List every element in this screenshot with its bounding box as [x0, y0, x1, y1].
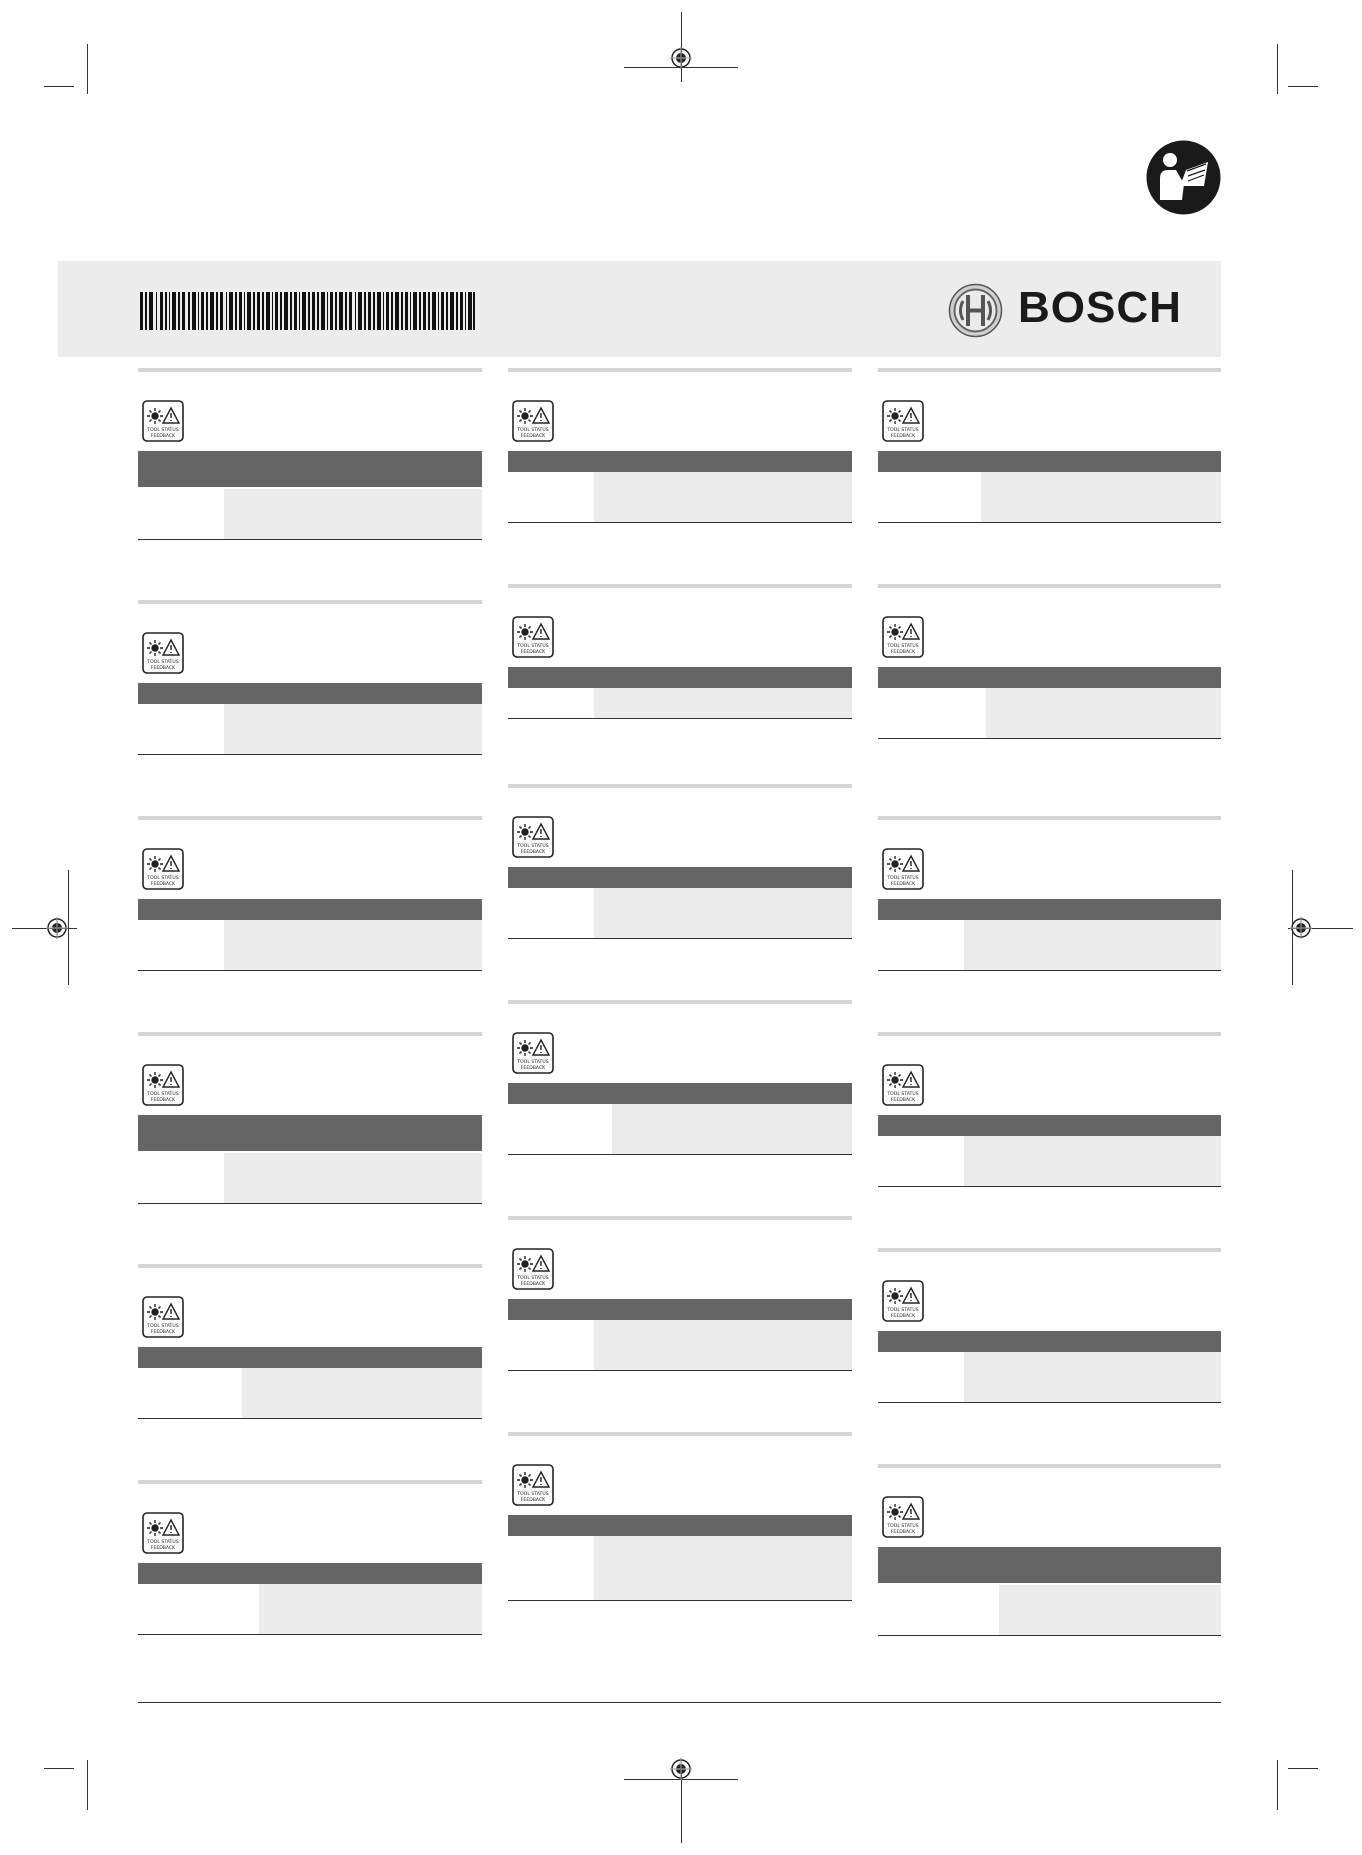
block-bottom-rule	[508, 1600, 852, 1601]
table-cell	[242, 1368, 482, 1418]
registration-mark-icon	[1290, 917, 1312, 939]
block-top-rule	[878, 1248, 1221, 1252]
svg-text:TOOL STATUS: TOOL STATUS	[147, 1540, 179, 1545]
block-bottom-rule	[138, 754, 482, 755]
crop-mark	[68, 870, 69, 985]
status-feedback-block	[508, 1000, 852, 1156]
svg-text:TOOL STATUS: TOOL STATUS	[517, 644, 549, 649]
block-top-rule	[878, 1464, 1221, 1468]
block-bottom-rule	[508, 938, 852, 939]
table-header-bar	[508, 867, 852, 888]
table-header-bar	[508, 1299, 852, 1320]
status-feedback-block	[508, 584, 852, 720]
table-cell	[999, 1585, 1221, 1635]
block-bottom-rule	[878, 522, 1221, 523]
svg-text:FEEDBACK: FEEDBACK	[520, 434, 546, 439]
svg-text:FEEDBACK: FEEDBACK	[890, 1314, 916, 1319]
svg-text:TOOL STATUS: TOOL STATUS	[147, 428, 179, 433]
block-bottom-rule	[878, 1635, 1221, 1636]
registration-mark-icon	[46, 917, 68, 939]
tool-status-feedback-icon	[512, 1248, 554, 1290]
table-header-bar	[508, 667, 852, 688]
status-feedback-block	[138, 600, 482, 756]
block-bottom-rule	[138, 1634, 482, 1635]
svg-text:FEEDBACK: FEEDBACK	[150, 1546, 176, 1551]
crop-mark	[1288, 1768, 1318, 1769]
table-cell	[594, 472, 852, 522]
table-header-bar	[138, 1563, 482, 1584]
registration-mark-icon	[670, 47, 692, 69]
brand-name: BOSCH	[1018, 283, 1182, 332]
crop-mark	[87, 1760, 88, 1810]
block-bottom-rule	[138, 1418, 482, 1419]
block-top-rule	[138, 368, 482, 372]
table-cell	[594, 1536, 852, 1600]
svg-text:TOOL STATUS: TOOL STATUS	[517, 1492, 549, 1497]
tool-status-feedback-icon	[512, 816, 554, 858]
svg-text:TOOL STATUS: TOOL STATUS	[517, 428, 549, 433]
table-cell	[612, 1104, 852, 1154]
svg-text:FEEDBACK: FEEDBACK	[150, 1330, 176, 1335]
block-top-rule	[508, 1432, 852, 1436]
svg-text:FEEDBACK: FEEDBACK	[150, 882, 176, 887]
table-cell	[981, 472, 1221, 522]
block-bottom-rule	[138, 539, 482, 540]
crop-mark	[1277, 1760, 1278, 1810]
table-header-bar	[878, 1331, 1221, 1352]
block-top-rule	[878, 1032, 1221, 1036]
svg-text:FEEDBACK: FEEDBACK	[520, 1498, 546, 1503]
block-top-rule	[138, 1032, 482, 1036]
tool-status-feedback-icon	[512, 1032, 554, 1074]
block-bottom-rule	[508, 1370, 852, 1371]
crop-mark	[44, 1768, 74, 1769]
svg-text:TOOL STATUS: TOOL STATUS	[887, 1092, 919, 1097]
svg-text:FEEDBACK: FEEDBACK	[520, 1066, 546, 1071]
table-cell	[224, 920, 482, 970]
crop-mark	[1277, 44, 1278, 94]
status-feedback-block	[138, 368, 482, 541]
svg-text:TOOL STATUS: TOOL STATUS	[887, 1524, 919, 1529]
footer-rule	[138, 1702, 1221, 1703]
status-feedback-block	[508, 1432, 852, 1602]
tool-status-feedback-icon	[142, 632, 184, 674]
read-manual-icon	[1146, 140, 1221, 215]
table-cell	[964, 1136, 1221, 1186]
svg-text:FEEDBACK: FEEDBACK	[890, 882, 916, 887]
svg-text:FEEDBACK: FEEDBACK	[890, 434, 916, 439]
block-bottom-rule	[878, 1402, 1221, 1403]
svg-text:TOOL STATUS: TOOL STATUS	[147, 1324, 179, 1329]
bosch-armature-logo	[948, 283, 1003, 338]
svg-text:TOOL STATUS: TOOL STATUS	[147, 1092, 179, 1097]
svg-text:TOOL STATUS: TOOL STATUS	[887, 644, 919, 649]
status-feedback-block	[878, 816, 1221, 972]
table-cell	[986, 688, 1221, 738]
block-top-rule	[138, 1480, 482, 1484]
table-cell	[594, 688, 852, 718]
svg-text:FEEDBACK: FEEDBACK	[520, 650, 546, 655]
block-top-rule	[878, 368, 1221, 372]
block-bottom-rule	[508, 718, 852, 719]
tool-status-feedback-icon	[142, 1512, 184, 1554]
table-header-bar	[878, 1547, 1221, 1583]
table-cell	[594, 1320, 852, 1370]
table-header-bar	[138, 451, 482, 487]
table-header-bar	[138, 899, 482, 920]
svg-text:TOOL STATUS: TOOL STATUS	[517, 1276, 549, 1281]
block-top-rule	[878, 584, 1221, 588]
table-header-bar	[138, 683, 482, 704]
block-top-rule	[508, 584, 852, 588]
crop-mark	[1288, 86, 1318, 87]
status-feedback-block	[878, 368, 1221, 524]
tool-status-feedback-icon	[882, 1496, 924, 1538]
status-feedback-block	[138, 1480, 482, 1636]
registration-mark-icon	[670, 1758, 692, 1780]
table-cell	[964, 1352, 1221, 1402]
tool-status-feedback-icon	[882, 400, 924, 442]
tool-status-feedback-icon	[512, 400, 554, 442]
status-feedback-block	[138, 816, 482, 972]
table-header-bar	[878, 451, 1221, 472]
table-header-bar	[138, 1115, 482, 1151]
table-header-bar	[508, 451, 852, 472]
table-cell	[259, 1584, 482, 1634]
block-top-rule	[508, 784, 852, 788]
block-bottom-rule	[878, 1186, 1221, 1187]
status-feedback-block	[878, 584, 1221, 740]
table-header-bar	[878, 667, 1221, 688]
svg-text:FEEDBACK: FEEDBACK	[150, 666, 176, 671]
crop-mark	[87, 44, 88, 94]
table-header-bar	[878, 899, 1221, 920]
block-top-rule	[508, 1216, 852, 1220]
block-top-rule	[508, 1000, 852, 1004]
block-bottom-rule	[508, 1154, 852, 1155]
block-bottom-rule	[878, 738, 1221, 739]
block-top-rule	[138, 1264, 482, 1268]
block-top-rule	[878, 816, 1221, 820]
block-bottom-rule	[878, 970, 1221, 971]
svg-text:TOOL STATUS: TOOL STATUS	[887, 1308, 919, 1313]
status-feedback-block	[138, 1032, 482, 1205]
status-feedback-block	[508, 1216, 852, 1372]
svg-text:FEEDBACK: FEEDBACK	[150, 1098, 176, 1103]
status-feedback-block	[508, 784, 852, 940]
table-cell	[964, 920, 1221, 970]
table-header-bar	[878, 1115, 1221, 1136]
tool-status-feedback-icon	[882, 616, 924, 658]
svg-text:TOOL STATUS: TOOL STATUS	[517, 844, 549, 849]
table-cell	[224, 704, 482, 754]
table-cell	[594, 888, 852, 938]
svg-text:FEEDBACK: FEEDBACK	[520, 1282, 546, 1287]
tool-status-feedback-icon	[142, 848, 184, 890]
svg-text:FEEDBACK: FEEDBACK	[890, 1530, 916, 1535]
tool-status-feedback-icon	[512, 1464, 554, 1506]
status-feedback-block	[878, 1032, 1221, 1188]
block-top-rule	[138, 600, 482, 604]
tool-status-feedback-icon	[882, 848, 924, 890]
status-feedback-block	[878, 1464, 1221, 1637]
svg-text:FEEDBACK: FEEDBACK	[520, 850, 546, 855]
block-top-rule	[508, 368, 852, 372]
tool-status-feedback-icon	[142, 1064, 184, 1106]
svg-text:TOOL STATUS: TOOL STATUS	[517, 1060, 549, 1065]
tool-status-feedback-icon	[882, 1064, 924, 1106]
svg-text:TOOL STATUS: TOOL STATUS	[887, 876, 919, 881]
tool-status-feedback-icon	[882, 1280, 924, 1322]
svg-text:FEEDBACK: FEEDBACK	[890, 1098, 916, 1103]
svg-text:TOOL STATUS: TOOL STATUS	[147, 876, 179, 881]
barcode	[140, 292, 475, 330]
tool-status-feedback-icon	[142, 400, 184, 442]
status-feedback-block	[138, 1264, 482, 1420]
svg-text:FEEDBACK: FEEDBACK	[150, 434, 176, 439]
table-header-bar	[508, 1083, 852, 1104]
svg-text:TOOL STATUS: TOOL STATUS	[147, 660, 179, 665]
tool-status-feedback-icon	[142, 1296, 184, 1338]
tool-status-feedback-icon	[512, 616, 554, 658]
block-bottom-rule	[138, 970, 482, 971]
table-header-bar	[508, 1515, 852, 1536]
svg-text:TOOL STATUS: TOOL STATUS	[887, 428, 919, 433]
table-cell	[224, 1153, 482, 1203]
block-top-rule	[138, 816, 482, 820]
table-header-bar	[138, 1347, 482, 1368]
block-bottom-rule	[508, 522, 852, 523]
status-feedback-block	[508, 368, 852, 524]
block-bottom-rule	[138, 1203, 482, 1204]
table-cell	[224, 489, 482, 539]
svg-text:FEEDBACK: FEEDBACK	[890, 650, 916, 655]
status-feedback-block	[878, 1248, 1221, 1404]
crop-mark	[44, 86, 74, 87]
